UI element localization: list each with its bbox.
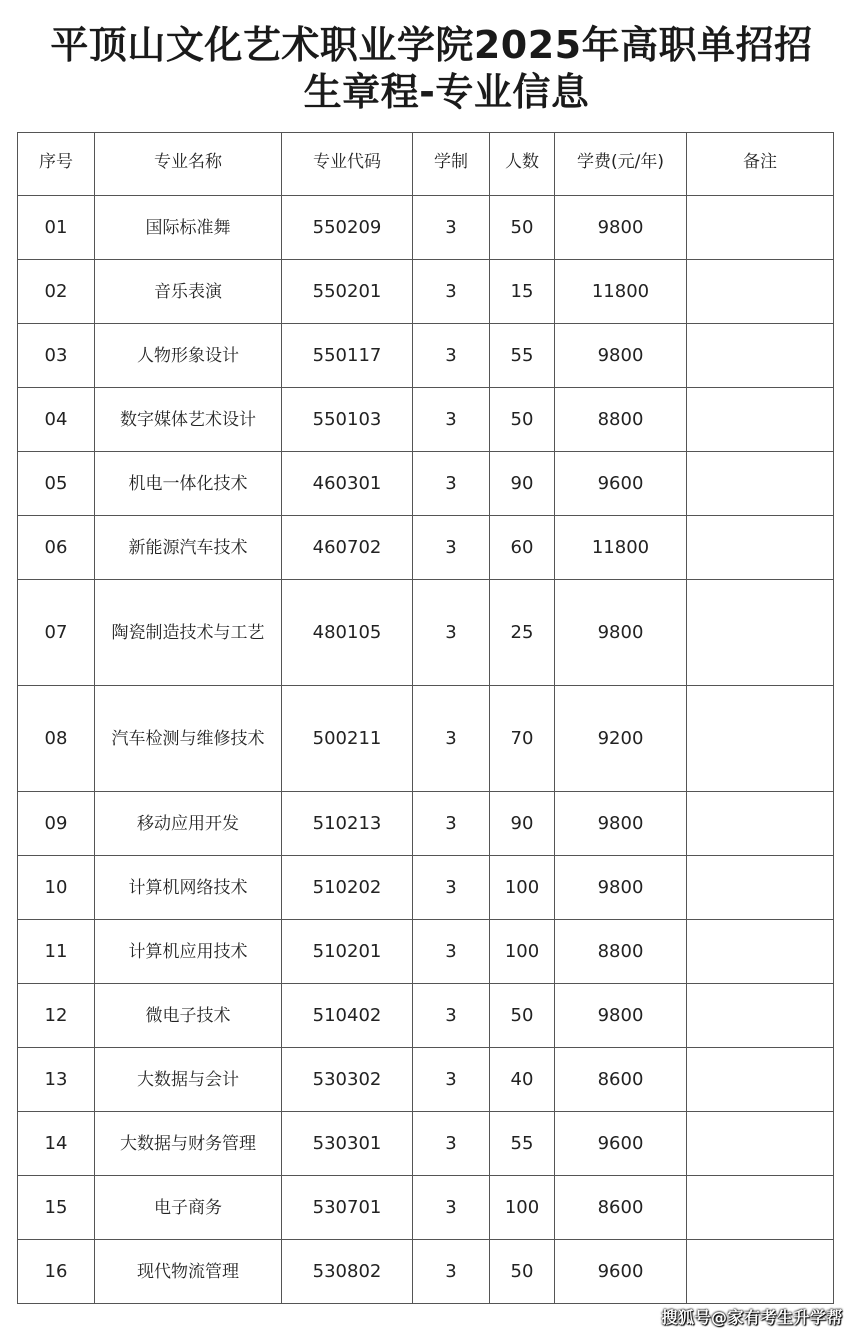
row-major-name: 微电子技术 bbox=[95, 984, 282, 1048]
row-major-name: 移动应用开发 bbox=[95, 792, 282, 856]
row-fee: 9800 bbox=[555, 856, 687, 920]
majors-table bbox=[17, 132, 834, 1304]
table-row bbox=[18, 856, 834, 920]
row-years: 3 bbox=[413, 856, 490, 920]
row-major-name: 大数据与财务管理 bbox=[95, 1112, 282, 1176]
row-no: 01 bbox=[18, 196, 95, 260]
row-fee: 8800 bbox=[555, 920, 687, 984]
row-note bbox=[687, 452, 834, 516]
header-no: 序号 bbox=[18, 133, 95, 196]
row-count: 100 bbox=[490, 920, 555, 984]
row-years: 3 bbox=[413, 580, 490, 686]
row-note bbox=[687, 260, 834, 324]
row-years: 3 bbox=[413, 1240, 490, 1304]
row-no: 02 bbox=[18, 260, 95, 324]
row-fee: 11800 bbox=[555, 260, 687, 324]
row-code: 480105 bbox=[282, 580, 413, 686]
row-no: 06 bbox=[18, 516, 95, 580]
row-note bbox=[687, 792, 834, 856]
row-code: 510202 bbox=[282, 856, 413, 920]
row-no: 05 bbox=[18, 452, 95, 516]
row-years: 3 bbox=[413, 1048, 490, 1112]
table-row bbox=[18, 1112, 834, 1176]
row-fee: 8600 bbox=[555, 1176, 687, 1240]
row-code: 460702 bbox=[282, 516, 413, 580]
table-row bbox=[18, 324, 834, 388]
row-count: 100 bbox=[490, 1176, 555, 1240]
row-fee: 9800 bbox=[555, 196, 687, 260]
row-fee: 9800 bbox=[555, 580, 687, 686]
row-major-name: 现代物流管理 bbox=[95, 1240, 282, 1304]
row-years: 3 bbox=[413, 388, 490, 452]
row-years: 3 bbox=[413, 260, 490, 324]
page-title bbox=[0, 22, 863, 116]
row-no: 04 bbox=[18, 388, 95, 452]
table-row bbox=[18, 686, 834, 792]
row-no: 16 bbox=[18, 1240, 95, 1304]
row-major-name: 机电一体化技术 bbox=[95, 452, 282, 516]
row-count: 50 bbox=[490, 1240, 555, 1304]
row-count: 55 bbox=[490, 1112, 555, 1176]
row-fee: 9600 bbox=[555, 452, 687, 516]
row-code: 530802 bbox=[282, 1240, 413, 1304]
row-years: 3 bbox=[413, 452, 490, 516]
row-note bbox=[687, 324, 834, 388]
row-no: 07 bbox=[18, 580, 95, 686]
row-fee: 9200 bbox=[555, 686, 687, 792]
title-line-2: 生章程-专业信息 bbox=[303, 70, 590, 114]
row-no: 03 bbox=[18, 324, 95, 388]
header-name: 专业名称 bbox=[95, 133, 282, 196]
row-years: 3 bbox=[413, 984, 490, 1048]
row-code: 510402 bbox=[282, 984, 413, 1048]
row-note bbox=[687, 580, 834, 686]
row-no: 13 bbox=[18, 1048, 95, 1112]
row-note bbox=[687, 388, 834, 452]
row-count: 60 bbox=[490, 516, 555, 580]
table-row bbox=[18, 452, 834, 516]
row-major-name: 人物形象设计 bbox=[95, 324, 282, 388]
table-row bbox=[18, 1048, 834, 1112]
row-major-name: 国际标准舞 bbox=[95, 196, 282, 260]
table-row bbox=[18, 920, 834, 984]
row-code: 530301 bbox=[282, 1112, 413, 1176]
row-note bbox=[687, 686, 834, 792]
row-code: 550117 bbox=[282, 324, 413, 388]
row-note bbox=[687, 1112, 834, 1176]
row-count: 50 bbox=[490, 984, 555, 1048]
row-no: 09 bbox=[18, 792, 95, 856]
row-fee: 9600 bbox=[555, 1240, 687, 1304]
row-fee: 11800 bbox=[555, 516, 687, 580]
row-no: 10 bbox=[18, 856, 95, 920]
row-count: 55 bbox=[490, 324, 555, 388]
row-code: 510201 bbox=[282, 920, 413, 984]
row-major-name: 电子商务 bbox=[95, 1176, 282, 1240]
table-row bbox=[18, 580, 834, 686]
row-no: 08 bbox=[18, 686, 95, 792]
table-row bbox=[18, 984, 834, 1048]
row-years: 3 bbox=[413, 792, 490, 856]
row-note bbox=[687, 1240, 834, 1304]
row-years: 3 bbox=[413, 196, 490, 260]
header-count: 人数 bbox=[490, 133, 555, 196]
row-major-name: 计算机网络技术 bbox=[95, 856, 282, 920]
table-row bbox=[18, 260, 834, 324]
row-code: 530701 bbox=[282, 1176, 413, 1240]
row-fee: 9800 bbox=[555, 984, 687, 1048]
row-note bbox=[687, 856, 834, 920]
table-row bbox=[18, 516, 834, 580]
row-years: 3 bbox=[413, 1176, 490, 1240]
row-major-name: 新能源汽车技术 bbox=[95, 516, 282, 580]
row-no: 11 bbox=[18, 920, 95, 984]
row-note bbox=[687, 196, 834, 260]
row-years: 3 bbox=[413, 516, 490, 580]
row-fee: 9800 bbox=[555, 324, 687, 388]
row-fee: 9600 bbox=[555, 1112, 687, 1176]
row-code: 550209 bbox=[282, 196, 413, 260]
row-no: 15 bbox=[18, 1176, 95, 1240]
row-code: 500211 bbox=[282, 686, 413, 792]
title-line-1: 平顶山文化艺术职业学院2025年高职单招招 bbox=[50, 23, 813, 67]
row-code: 510213 bbox=[282, 792, 413, 856]
row-major-name: 汽车检测与维修技术 bbox=[95, 686, 282, 792]
row-fee: 8800 bbox=[555, 388, 687, 452]
row-note bbox=[687, 920, 834, 984]
header-years: 学制 bbox=[413, 133, 490, 196]
header-fee: 学费(元/年) bbox=[555, 133, 687, 196]
row-note bbox=[687, 516, 834, 580]
row-major-name: 大数据与会计 bbox=[95, 1048, 282, 1112]
row-count: 40 bbox=[490, 1048, 555, 1112]
row-years: 3 bbox=[413, 686, 490, 792]
row-count: 90 bbox=[490, 792, 555, 856]
row-code: 550103 bbox=[282, 388, 413, 452]
header-note: 备注 bbox=[687, 133, 834, 196]
row-major-name: 陶瓷制造技术与工艺 bbox=[95, 580, 282, 686]
row-code: 460301 bbox=[282, 452, 413, 516]
row-note bbox=[687, 984, 834, 1048]
row-note bbox=[687, 1176, 834, 1240]
row-no: 12 bbox=[18, 984, 95, 1048]
table-row bbox=[18, 1240, 834, 1304]
row-count: 15 bbox=[490, 260, 555, 324]
row-fee: 9800 bbox=[555, 792, 687, 856]
row-fee: 8600 bbox=[555, 1048, 687, 1112]
table-header-row bbox=[18, 133, 834, 196]
row-major-name: 数字媒体艺术设计 bbox=[95, 388, 282, 452]
row-major-name: 计算机应用技术 bbox=[95, 920, 282, 984]
row-count: 50 bbox=[490, 196, 555, 260]
row-major-name: 音乐表演 bbox=[95, 260, 282, 324]
row-count: 90 bbox=[490, 452, 555, 516]
table-row bbox=[18, 1176, 834, 1240]
row-count: 70 bbox=[490, 686, 555, 792]
row-count: 100 bbox=[490, 856, 555, 920]
row-note bbox=[687, 1048, 834, 1112]
row-years: 3 bbox=[413, 324, 490, 388]
row-years: 3 bbox=[413, 920, 490, 984]
row-count: 50 bbox=[490, 388, 555, 452]
row-no: 14 bbox=[18, 1112, 95, 1176]
row-years: 3 bbox=[413, 1112, 490, 1176]
table-row bbox=[18, 388, 834, 452]
row-count: 25 bbox=[490, 580, 555, 686]
row-code: 550201 bbox=[282, 260, 413, 324]
row-code: 530302 bbox=[282, 1048, 413, 1112]
table-row bbox=[18, 196, 834, 260]
table-row bbox=[18, 792, 834, 856]
header-code: 专业代码 bbox=[282, 133, 413, 196]
source-watermark: 搜狐号@家有考生升学帮 bbox=[661, 1308, 843, 1327]
